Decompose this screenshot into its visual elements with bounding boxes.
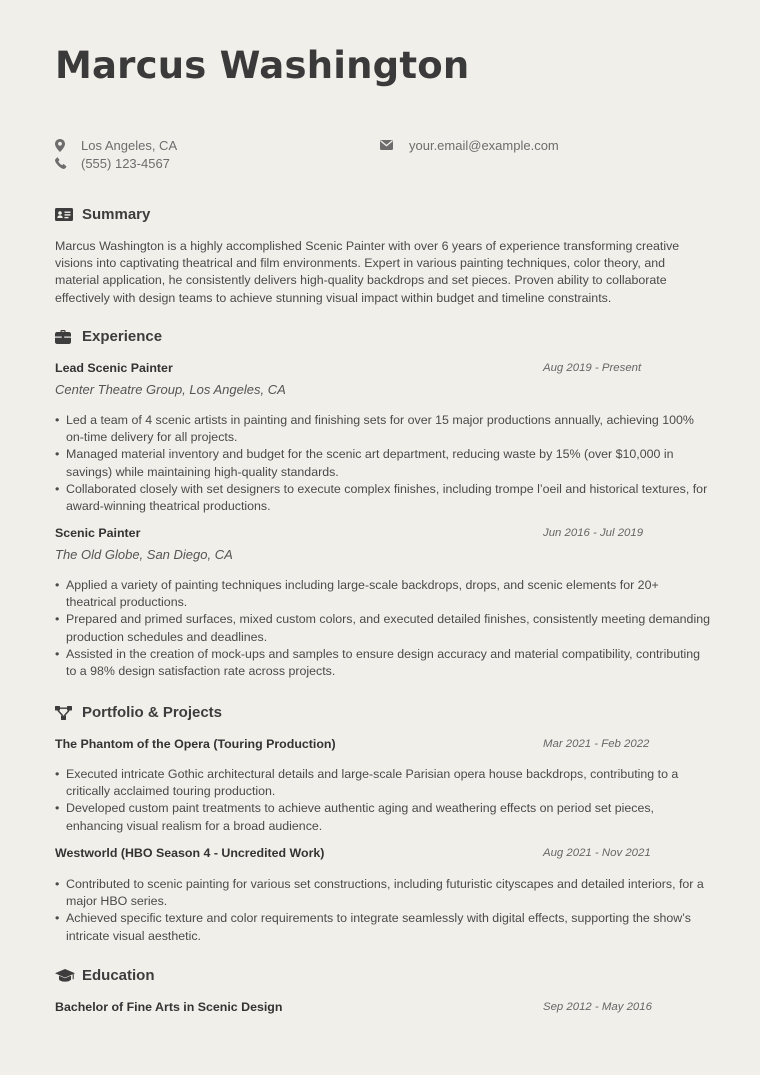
briefcase-icon	[55, 330, 82, 344]
job-company: Center Theatre Group, Los Angeles, CA	[55, 382, 286, 397]
list-item: • Contributed to scenic painting for various set constructions, including futuristic cityscapes and detailed interiors, for a major HBO series.	[55, 876, 710, 910]
degree-title: Bachelor of Fine Arts in Scenic Design	[55, 1000, 283, 1014]
job-title: Scenic Painter	[55, 526, 141, 540]
contact-info	[55, 136, 705, 172]
list-item: • Achieved specific texture and color requirements to integrate seamlessly with digital effects, supporting the show’s intricate visual aesthetic.	[55, 910, 710, 944]
job-dates: Aug 2019 - Present	[543, 362, 642, 374]
experience-heading	[55, 328, 162, 345]
education-heading-text: Education	[82, 967, 155, 984]
project-title: Westworld (HBO Season 4 - Uncredited Work)	[55, 846, 325, 860]
portfolio-heading-text: Portfolio & Projects	[82, 704, 223, 721]
map-pin-icon	[55, 139, 81, 152]
summary-heading-text: Summary	[82, 206, 151, 223]
project-dates: Aug 2021 - Nov 2021	[543, 847, 651, 859]
summary-text: Marcus Washington is a highly accomplished Scenic Painter with over 6 years of experience transforming creative visions into captivating theatrical and film environments. Expert in various painting techniques, color theory, and material application, he consistently delivers high-quality backdrops and set pieces. Proven ability to collaborate effectively with design teams to achieve stunning visual impact within budget and timeline constraints.	[55, 239, 680, 305]
project-title: The Phantom of the Opera (Touring Production)	[55, 737, 336, 751]
project-bullets	[55, 876, 710, 945]
list-item: • Executed intricate Gothic architectural details and large-scale Parisian opera house backdrops, contributing to a critically acclaimed touring production.	[55, 766, 710, 800]
email-link[interactable]: your.email@example.com	[409, 137, 559, 153]
education-dates: Sep 2012 - May 2016	[543, 1001, 652, 1013]
project-dates: Mar 2021 - Feb 2022	[543, 738, 650, 750]
list-item: • Led a team of 4 scenic artists in painting and finishing sets for over 15 major productions annually, achieving 100% on-time delivery for all projects.	[55, 412, 710, 446]
phone-icon	[55, 157, 81, 169]
graduation-cap-icon	[55, 969, 82, 983]
phone-text: (555) 123-4567	[81, 155, 170, 171]
network-icon	[55, 706, 82, 720]
job-company: The Old Globe, San Diego, CA	[55, 547, 233, 562]
job-bullets	[55, 577, 710, 680]
experience-heading-text: Experience	[82, 328, 163, 345]
contact-email[interactable]	[380, 136, 559, 154]
candidate-name: Marcus Washington	[55, 44, 470, 87]
summary-heading	[55, 206, 150, 223]
job-dates: Jun 2016 - Jul 2019	[543, 527, 644, 539]
contact-phone	[55, 154, 705, 172]
list-item: • Prepared and primed surfaces, mixed custom colors, and executed detailed finishes, consistently meeting demanding production schedules and deadlines.	[55, 611, 710, 645]
portfolio-heading	[55, 704, 222, 721]
location-text: Los Angeles, CA	[81, 137, 178, 153]
list-item: • Collaborated closely with set designers to execute complex finishes, including trompe l’oeil and historical textures, for award-winning theatrical productions.	[55, 481, 710, 515]
education-heading	[55, 967, 155, 984]
list-item: • Managed material inventory and budget for the scenic art department, reducing waste by 15% (over $10,000 in savings) while maintaining high-quality standards.	[55, 446, 710, 480]
list-item: • Developed custom paint treatments to achieve authentic aging and weathering effects on period set pieces, enhancing visual realism for a broad audience.	[55, 800, 710, 834]
list-item: • Applied a variety of painting techniques including large-scale backdrops, drops, and scenic elements for 20+ theatrical productions.	[55, 577, 710, 611]
list-item: • Assisted in the creation of mock-ups and samples to ensure design accuracy and material compatibility, contributing to a 98% design satisfaction rate across projects.	[55, 646, 710, 680]
job-title: Lead Scenic Painter	[55, 361, 173, 375]
id-card-icon	[55, 208, 82, 221]
job-bullets	[55, 412, 710, 515]
project-bullets	[55, 766, 710, 835]
envelope-icon	[380, 140, 409, 150]
